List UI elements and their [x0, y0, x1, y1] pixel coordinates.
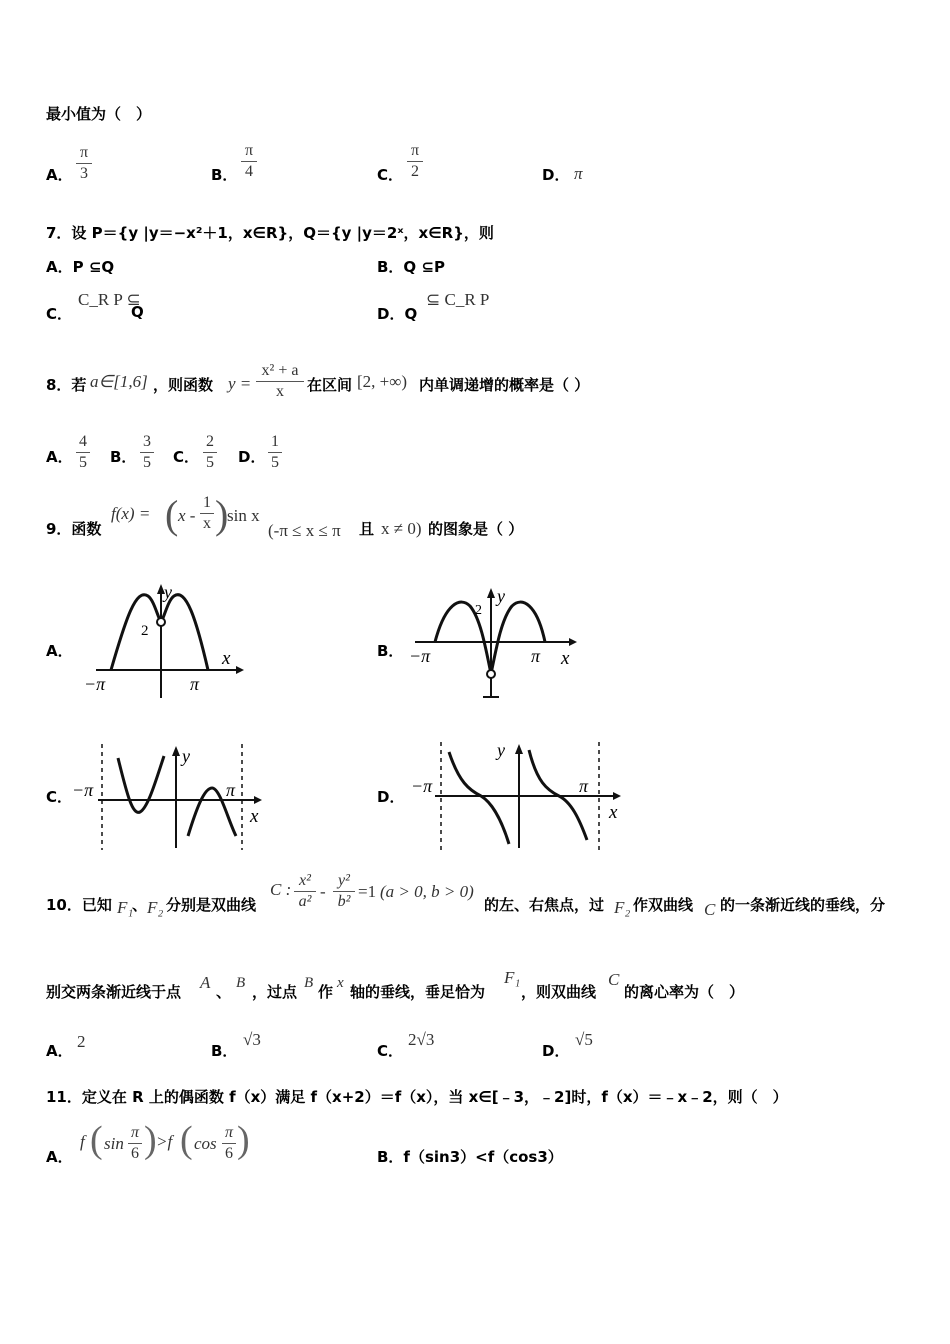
- graph-a-label-pi: π: [190, 674, 200, 694]
- q6-option-a-denominator: 3: [80, 165, 88, 182]
- q7-option-d-expr: ⊆ C_R P: [426, 290, 490, 309]
- q11-option-a-paren-r1: ): [144, 1119, 157, 1161]
- q10-option-c-value: 2√3: [408, 1030, 435, 1049]
- q8-option-b-label: B．: [110, 448, 137, 466]
- q10-line1-e: 的一条渐近线的垂线，分: [720, 896, 886, 914]
- graph-d-y-arrow: [515, 744, 523, 754]
- graph-a-label-x: x: [222, 648, 231, 669]
- q10-y-fraction: [333, 872, 355, 911]
- q10-x: x: [337, 975, 344, 991]
- q6-option-b-denominator: 4: [245, 163, 253, 180]
- q10-x-fraction: [294, 872, 316, 911]
- q11-option-a-frac2: [222, 1124, 236, 1163]
- q11-option-a-paren-l2: (: [180, 1119, 193, 1161]
- q10-line2-e: ，则双曲线: [521, 983, 597, 1001]
- q11-option-a-cos: cos: [194, 1134, 217, 1153]
- graph-b-label-x: x: [561, 648, 570, 669]
- q7-number: 7．设: [46, 224, 92, 242]
- q10-line2-c: 作: [318, 983, 334, 1001]
- q9-domain: (-π ≤ x ≤ π: [268, 521, 341, 540]
- graph-a-x-arrow: [236, 666, 244, 674]
- q11-option-a-f: f: [80, 1132, 85, 1151]
- q11-option-a-pi2: π: [224, 1124, 233, 1141]
- q9-fraction: [200, 494, 214, 533]
- q8-option-c-label: C．: [173, 448, 200, 466]
- graph-a-label-2: 2: [141, 623, 149, 639]
- graph-c-y-arrow: [172, 746, 180, 756]
- q8-prefix: 8．若: [46, 376, 87, 394]
- q8-option-b-fraction: [140, 433, 154, 472]
- graph-c-left-branch: [118, 756, 164, 812]
- q10-line2-a: 别交两条渐近线于点: [46, 983, 182, 1001]
- q10-F2: F₂: [147, 898, 164, 917]
- q10-sep: 、: [132, 896, 148, 914]
- q9-option-b-label: B．: [377, 642, 404, 660]
- graph-b-label-pi: π: [531, 646, 541, 666]
- q10-option-a-label: A．: [46, 1042, 73, 1060]
- q6-option-c-numerator: π: [410, 142, 420, 159]
- q7-option-b: B．Q ⊆P: [377, 258, 445, 276]
- q7-option-c-tail: Q: [131, 303, 144, 321]
- q11-option-a-six2: 6: [225, 1145, 233, 1162]
- q9-and: 且: [359, 520, 375, 538]
- q10-line1-d: 作双曲线: [633, 896, 694, 914]
- q11-option-a-frac1: [128, 1124, 142, 1163]
- q11-option-a-paren-r2: ): [237, 1119, 250, 1161]
- q8-option-c-den: 5: [206, 454, 214, 471]
- q7-sets: P＝{y |y＝−x²＋1，x∈R}，Q＝{y |y＝2ˣ，x∈R}，则: [91, 224, 494, 242]
- q9-option-d-label: D．: [377, 788, 405, 806]
- q8-option-b-num: 3: [143, 433, 151, 450]
- q11-option-a-gt: >f: [156, 1132, 173, 1151]
- q9-graph-b: [405, 584, 585, 702]
- q7-option-d-label: D．Q: [377, 305, 418, 323]
- graph-c-label-neg-pi: −π: [72, 780, 94, 800]
- q6-option-c-denominator: 2: [411, 163, 419, 180]
- q10-F2-b: F₂: [614, 898, 631, 917]
- q10-F1-b: F₁: [504, 968, 521, 987]
- q9-paren-left: (: [165, 492, 179, 537]
- graph-c-x-arrow: [254, 796, 262, 804]
- q10-C-lhs: C :: [270, 880, 292, 899]
- graph-a-label-y: y: [164, 582, 172, 602]
- q8-option-c-fraction: [203, 433, 217, 472]
- q10-y2: y²: [338, 872, 350, 889]
- q6-option-d-label: D．: [542, 166, 570, 184]
- q10-option-c-label: C．: [377, 1042, 404, 1060]
- q10-line2-b: ，过点: [252, 983, 298, 1001]
- q8-option-a-num: 4: [79, 433, 87, 450]
- q11-option-a-paren-l1: (: [90, 1119, 103, 1161]
- q7-option-c-expr: C_R P ⊆: [78, 290, 141, 309]
- q11-option-a-label: A．: [46, 1148, 73, 1166]
- q8-interval-word: 在区间: [307, 376, 353, 394]
- q7-option-a: A．P ⊆Q: [46, 258, 115, 276]
- q8-option-b-den: 5: [143, 454, 151, 471]
- graph-b-label-2: 2: [475, 603, 482, 618]
- q9-option-c-label: C．: [46, 788, 73, 806]
- q10-F1: F₁: [117, 898, 134, 917]
- q10-sep2: 、: [216, 983, 232, 1001]
- q11-stem: 11．定义在 R 上的偶函数 f（x）满足 f（x+2）＝f（x），当 x∈[﹣3，﹣2]时，f（x）＝﹣x﹣2，则（ ）: [46, 1088, 788, 1106]
- q9-graph-a: [78, 578, 248, 704]
- q9-x-minus: x -: [178, 506, 196, 525]
- q6-option-b-fraction: [241, 142, 257, 181]
- graph-c-label-pi: π: [226, 780, 236, 800]
- graph-b-label-neg-pi: −π: [409, 646, 431, 666]
- q10-prefix: 10．已知: [46, 896, 112, 914]
- q10-line1-b: 分别是双曲线: [166, 896, 257, 914]
- graph-d-label-x: x: [609, 802, 618, 823]
- graph-a-curve: [111, 595, 208, 670]
- q8-option-d-label: D．: [238, 448, 266, 466]
- graph-d-x-arrow: [613, 792, 621, 800]
- q10-b2: b²: [337, 893, 351, 910]
- q6-stem-tail: 最小值为（ ）: [46, 105, 152, 123]
- q9-prefix: 9．函数: [46, 520, 102, 538]
- q9-graph-c: [70, 740, 270, 852]
- q8-option-d-den: 5: [271, 454, 279, 471]
- graph-b-label-y: y: [497, 586, 505, 606]
- q8-option-d-num: 1: [271, 433, 279, 450]
- q7-stem: [46, 222, 494, 243]
- q8-a-set: a∈[1,6]: [90, 372, 148, 391]
- q8-func-lhs: y =: [228, 374, 252, 393]
- q9-fraction-num: 1: [203, 494, 211, 511]
- q11-option-a-six1: 6: [131, 1145, 139, 1162]
- graph-d-label-y: y: [497, 740, 505, 760]
- q10-option-d-label: D．: [542, 1042, 570, 1060]
- q6-option-a-label: A．: [46, 166, 73, 184]
- q8-func-fraction: [256, 362, 304, 401]
- q8-func-denominator: x: [276, 383, 284, 400]
- q10-line1-c: 的左、右焦点，过: [484, 896, 605, 914]
- q9-fraction-den: x: [203, 515, 211, 532]
- q9-ne: x ≠ 0): [381, 519, 422, 538]
- q9-func-lhs: f(x) =: [111, 504, 151, 523]
- q9-option-a-label: A．: [46, 642, 73, 660]
- graph-d-label-pi: π: [579, 776, 589, 796]
- q10-cond: (a > 0, b > 0): [380, 882, 474, 901]
- q10-minus: -: [320, 882, 326, 901]
- q10-option-a-value: 2: [77, 1032, 86, 1051]
- q8-option-d-fraction: [268, 433, 282, 472]
- q10-a2: a²: [298, 893, 312, 910]
- q10-x2: x²: [299, 872, 311, 889]
- q9-graph-d: [405, 738, 630, 852]
- q8-option-c-num: 2: [206, 433, 214, 450]
- q6-option-b-label: B．: [211, 166, 238, 184]
- q10-line2-f: 的离心率为（ ）: [624, 983, 745, 1001]
- graph-c-label-y: y: [182, 746, 190, 766]
- graph-d-left-branch: [449, 752, 509, 844]
- q11-option-b: B．f（sin3）<f（cos3）: [377, 1148, 563, 1166]
- q6-option-c-fraction: [407, 142, 423, 181]
- q9-sinx: sin x: [227, 506, 260, 525]
- q10-option-b-label: B．: [211, 1042, 238, 1060]
- q10-option-b-value: √3: [243, 1030, 261, 1049]
- q6-option-a-numerator: π: [79, 144, 89, 161]
- q9-tail: 的图象是（ ）: [428, 520, 524, 538]
- q9-paren-right: ): [215, 492, 229, 537]
- q10-eq1: =1: [358, 882, 377, 901]
- q8-option-a-label: A．: [46, 448, 73, 466]
- q8-func-numerator: x² + a: [261, 362, 299, 379]
- q10-point-A: A: [200, 973, 211, 992]
- graph-a-hole: [157, 618, 165, 626]
- q8-mid: ，则函数: [153, 376, 214, 394]
- q8-option-a-fraction: [76, 433, 90, 472]
- q8-tail: 内单调递增的概率是（ ）: [419, 376, 590, 394]
- q11-option-a-pi1: π: [130, 1124, 139, 1141]
- graph-b-y-arrow: [487, 588, 495, 598]
- q8-interval: [2, +∞): [357, 372, 408, 391]
- q10-C2: C: [608, 970, 620, 989]
- q11-option-a-sin: sin: [104, 1134, 124, 1153]
- q6-option-d-value: π: [574, 164, 583, 183]
- graph-a-label-neg-pi: −π: [84, 674, 106, 694]
- q10-point-B2: B: [304, 975, 314, 991]
- q8-option-a-den: 5: [79, 454, 87, 471]
- graph-c-label-x: x: [250, 806, 259, 827]
- q10-option-d-value: √5: [575, 1030, 593, 1049]
- q10-C: C: [704, 900, 716, 919]
- q6-option-b-numerator: π: [244, 142, 254, 159]
- graph-b-x-arrow: [569, 638, 577, 646]
- q10-line2-d: 轴的垂线，垂足恰为: [350, 983, 486, 1001]
- graph-d-label-neg-pi: −π: [411, 776, 433, 796]
- q6-option-c-label: C．: [377, 166, 404, 184]
- q6-option-a-fraction: [76, 144, 92, 183]
- q10-point-B: B: [236, 975, 246, 991]
- q7-option-c-label: C．: [46, 305, 73, 323]
- graph-b-hole: [487, 670, 495, 678]
